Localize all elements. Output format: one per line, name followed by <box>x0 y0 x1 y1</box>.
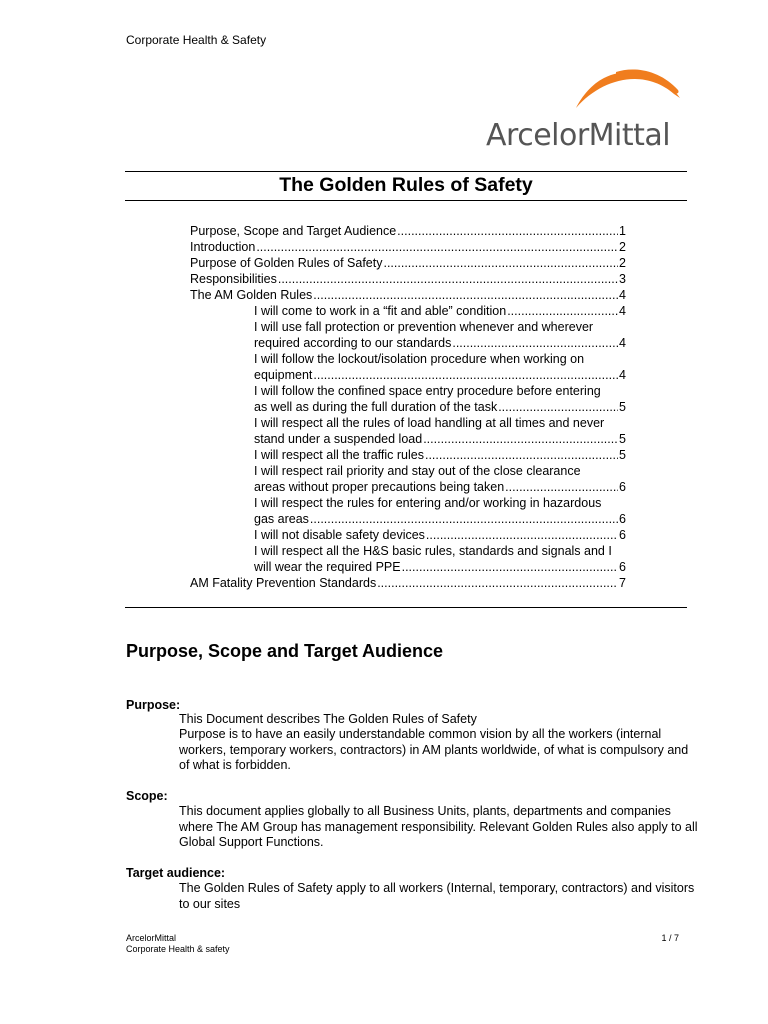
toc-rule-bottom <box>125 607 687 608</box>
logo-wordmark: ArcelorMittal <box>486 118 671 153</box>
toc-page-number: 5 <box>619 448 626 462</box>
document-title: The Golden Rules of Safety <box>279 174 533 196</box>
title-rule-top <box>125 171 687 172</box>
toc-page-number: 4 <box>619 336 626 350</box>
toc-page-number: 2 <box>619 256 626 270</box>
toc-entry[interactable] <box>190 431 626 447</box>
toc-entry-text: gas areas <box>254 512 309 526</box>
toc-entry[interactable] <box>190 447 626 463</box>
toc-entry-text[interactable]: I will respect all the H&S basic rules, standards and signals and I <box>254 544 612 558</box>
toc-entry-text: Purpose of Golden Rules of Safety <box>190 256 383 270</box>
toc-page-number: 4 <box>619 288 626 302</box>
toc-entry[interactable] <box>190 239 626 255</box>
toc-page-number: 1 <box>619 224 626 238</box>
toc-entry-text[interactable]: I will respect all the rules of load handling at all times and never <box>254 416 605 430</box>
toc-leader-dots <box>313 367 618 383</box>
toc-leader-dots <box>423 431 618 447</box>
toc-entry[interactable] <box>190 575 626 591</box>
page-footer <box>126 933 230 955</box>
toc-entry[interactable] <box>190 479 626 495</box>
toc-entry[interactable] <box>190 255 626 271</box>
purpose-text-2: Purpose is to have an easily understandable common vision by all the workers (internal workers, temporary workers, contractors) in AM plants worldwide, of what is compulsory and of what is forbidden. <box>179 727 689 772</box>
section-heading: Purpose, Scope and Target Audience <box>126 641 444 661</box>
footer-company: ArcelorMittal <box>126 933 177 943</box>
toc-page-number: 6 <box>619 480 626 494</box>
toc-leader-dots <box>498 399 618 415</box>
toc-page-number: 4 <box>619 368 626 382</box>
toc-entry[interactable] <box>190 511 626 527</box>
toc-entry-text: I will come to work in a “fit and able” condition <box>254 304 507 318</box>
toc-entry-text: I will not disable safety devices <box>254 528 425 542</box>
page-number: 1 / 7 <box>661 933 679 943</box>
toc-leader-dots <box>278 271 618 287</box>
toc-entry[interactable] <box>190 287 626 303</box>
toc-entry-text: areas without proper precautions being taken <box>254 480 505 494</box>
toc-leader-dots <box>383 255 618 271</box>
toc-entry[interactable] <box>190 223 626 239</box>
toc-leader-dots <box>377 575 618 591</box>
toc-entry-text[interactable]: I will respect rail priority and stay out of the close clearance <box>254 464 581 478</box>
toc-leader-dots <box>425 447 618 463</box>
audience-text: The Golden Rules of Safety apply to all workers (Internal, temporary, contractors) and visitors to our sites <box>179 881 695 911</box>
toc-entry[interactable] <box>190 399 626 415</box>
toc-entry-text: stand under a suspended load <box>254 432 423 446</box>
toc-page-number: 4 <box>619 304 626 318</box>
toc-leader-dots <box>397 223 618 239</box>
toc-page-number: 5 <box>619 432 626 446</box>
toc-entry[interactable] <box>190 335 626 351</box>
toc-page-number: 2 <box>619 240 626 254</box>
toc-leader-dots <box>310 511 618 527</box>
arcelormittal-logo <box>484 60 689 160</box>
footer-department: Corporate Health & safety <box>126 944 230 954</box>
toc-page-number: 3 <box>619 272 626 286</box>
toc-entry-text[interactable]: I will use fall protection or prevention whenever and wherever <box>254 320 594 334</box>
toc-leader-dots <box>402 559 618 575</box>
toc-entry-text: The AM Golden Rules <box>190 288 313 302</box>
toc-entry-text: equipment <box>254 368 313 382</box>
toc-entry[interactable] <box>190 303 626 319</box>
toc-entry-text[interactable]: I will follow the confined space entry procedure before entering <box>254 384 601 398</box>
audience-label: Target audience: <box>126 866 226 880</box>
toc-page-number: 7 <box>619 576 626 590</box>
toc-page-number: 5 <box>619 400 626 414</box>
toc-entry-text: I will respect all the traffic rules <box>254 448 424 462</box>
purpose-label: Purpose: <box>126 698 181 712</box>
toc-entry[interactable] <box>190 527 626 543</box>
toc-leader-dots <box>426 527 618 543</box>
toc-entry[interactable] <box>190 271 626 287</box>
toc-leader-dots <box>313 287 618 303</box>
toc-entry-text: required according to our standards <box>254 336 452 350</box>
toc-entry-text: Responsibilities <box>190 272 277 286</box>
purpose-text-1: This Document describes The Golden Rules of Safety <box>179 712 477 726</box>
toc-entry[interactable] <box>190 367 626 383</box>
toc-entry-text[interactable]: I will follow the lockout/isolation procedure when working on <box>254 352 585 366</box>
toc-leader-dots <box>452 335 618 351</box>
running-header: Corporate Health & Safety <box>126 33 267 47</box>
toc-entry[interactable] <box>190 559 626 575</box>
toc-leader-dots <box>256 239 618 255</box>
table-of-contents <box>190 223 626 591</box>
toc-entry-text[interactable]: I will respect the rules for entering and/or working in hazardous <box>254 496 602 510</box>
toc-page-number: 6 <box>619 512 626 526</box>
title-rule-bottom <box>125 200 687 201</box>
scope-text: This document applies globally to all Business Units, plants, departments and companies where The AM Group has management responsibility. Relevant Golden Rules also apply to all Global Support Functions. <box>179 804 698 849</box>
logo-swoosh-icon <box>484 60 689 120</box>
toc-leader-dots <box>505 479 618 495</box>
toc-page-number: 6 <box>619 560 626 574</box>
toc-leader-dots <box>507 303 618 319</box>
toc-entry-text: as well as during the full duration of the task <box>254 400 498 414</box>
toc-page-number: 6 <box>619 528 626 542</box>
toc-entry-text: Introduction <box>190 240 256 254</box>
toc-entry-text: AM Fatality Prevention Standards <box>190 576 377 590</box>
toc-entry-text: Purpose, Scope and Target Audience <box>190 224 397 238</box>
toc-entry-text: will wear the required PPE <box>254 560 401 574</box>
scope-label: Scope: <box>126 789 168 803</box>
